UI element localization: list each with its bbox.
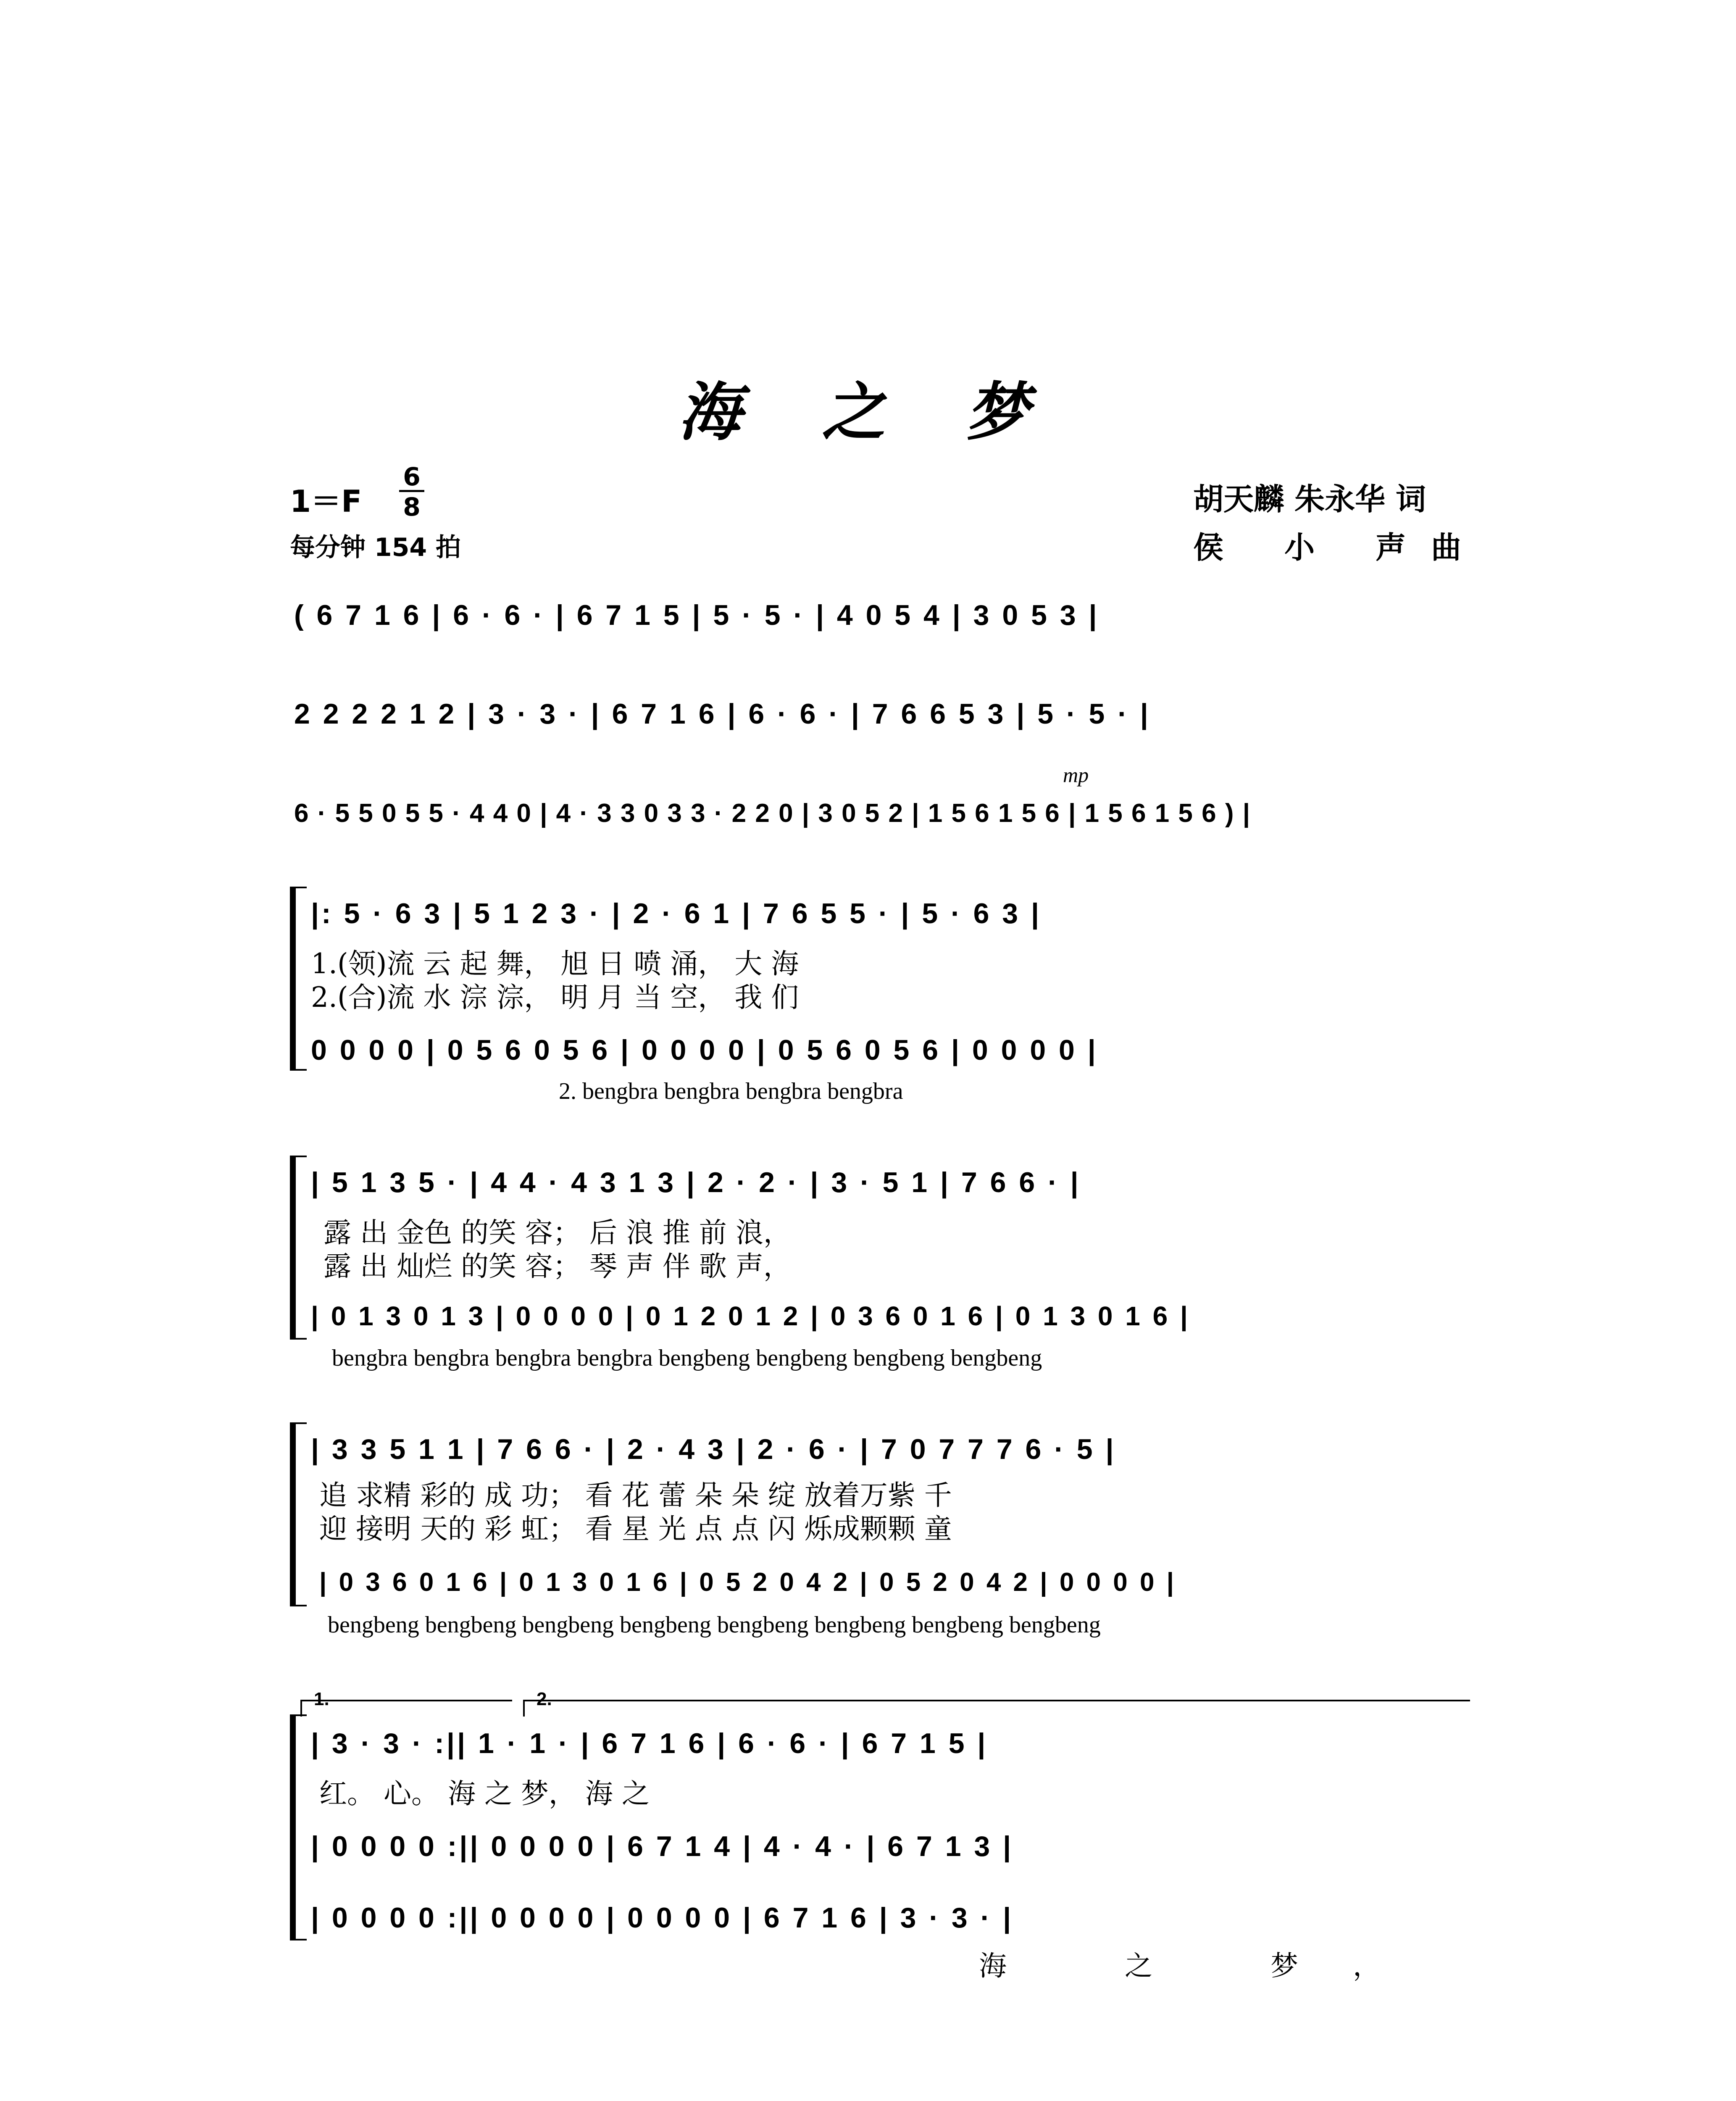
- time-signature-line: [399, 490, 424, 492]
- first-ending-label: 1.: [314, 1689, 329, 1709]
- key-signature: 1＝F: [290, 484, 362, 519]
- harmony-line: | 0 3 6 0 1 6 | 0 1 3 0 1 6 | 0 5 2 0 4 2 | 0 5 2 0 4 2 | 0 0 0 0 |: [319, 1568, 1177, 1597]
- system-bracket: [290, 1714, 307, 1940]
- lyric-verse-2: 迎 接明 天的 彩 虹； 看 星 光 点 点 闪 烁成颗颗 童: [319, 1513, 952, 1545]
- third-part-lyric: 海 之 梦，: [979, 1950, 1435, 1982]
- lyric-verse-1: 追 求精 彩的 成 功； 看 花 蕾 朵 朵 绽 放着万紫 千: [319, 1479, 952, 1511]
- lyric-verse-1: 1.(领)流 云 起 舞， 旭 日 喷 涌， 大 海: [311, 948, 799, 980]
- time-signature-bottom: 8: [403, 492, 421, 522]
- melody-line: | 3 3 5 1 1 | 7 6 6 · | 2 · 4 3 | 2 · 6 · | 7 0 7 7 7 6 · 5 |: [311, 1433, 1116, 1465]
- second-ending-bracket: [523, 1689, 1470, 1717]
- intro-line-1: ( 6 7 1 6 | 6 · 6 · | 6 7 1 5 | 5 · 5 · | 4 0 5 4 | 3 0 5 3 |: [294, 599, 1099, 631]
- vocable-line: bengbra bengbra bengbra bengbra bengbeng bengbeng bengbeng bengbeng: [332, 1345, 1042, 1371]
- vocable-line: 2. bengbra bengbra bengbra bengbra: [559, 1078, 903, 1104]
- intro-line-3: 6 · 5 5 0 5 5 · 4 4 0 | 4 · 3 3 0 3 3 · 2 2 0 | 3 0 5 2 | 1 5 6 1 5 6 | 1 5 6 1 5 6 ) |: [294, 799, 1251, 828]
- system-bracket: [290, 1422, 307, 1606]
- vocable-line: bengbeng bengbeng bengbeng bengbeng bengbeng bengbeng bengbeng bengbeng: [328, 1612, 1101, 1638]
- system-bracket: [290, 1156, 307, 1340]
- harmony-line: 0 0 0 0 | 0 5 6 0 5 6 | 0 0 0 0 | 0 5 6 0 5 6 | 0 0 0 0 |: [311, 1034, 1098, 1066]
- lyricist-credit: 胡天麟 朱永华 词: [1193, 482, 1426, 517]
- lyric-verse-1: 露 出 金色 的笑 容； 后 浪 推 前 浪，: [324, 1216, 791, 1249]
- lyric-verse-2: 2.(合)流 水 淙 淙， 明 月 当 空， 我 们: [311, 981, 799, 1014]
- lyric-verse-1: 红。 心。 海 之 梦， 海 之: [319, 1777, 650, 1810]
- time-signature-top: 6: [403, 462, 421, 492]
- harmony-line: | 0 1 3 0 1 3 | 0 0 0 0 | 0 1 2 0 1 2 | 0 3 6 0 1 6 | 0 1 3 0 1 6 |: [311, 1301, 1190, 1331]
- tempo-marking: 每分钟 154 拍: [290, 533, 461, 562]
- melody-line: | 3 · 3 · :|| 1 · 1 · | 6 7 1 6 | 6 · 6 · | 6 7 1 5 |: [311, 1727, 988, 1759]
- lyric-verse-2: 露 出 灿烂 的笑 容； 琴 声 伴 歌 声，: [324, 1250, 791, 1282]
- harmony-line: | 0 0 0 0 :|| 0 0 0 0 | 6 7 1 4 | 4 · 4 · | 6 7 1 3 |: [311, 1830, 1014, 1862]
- first-ending-bracket: [300, 1689, 512, 1717]
- dynamic-marking: mp: [1063, 763, 1089, 787]
- system-bracket: [290, 887, 307, 1071]
- composer-credit: 侯 小 声曲: [1193, 530, 1487, 565]
- melody-line: | 5 1 3 5 · | 4 4 · 4 3 1 3 | 2 · 2 · | 3 · 5 1 | 7 6 6 · |: [311, 1166, 1081, 1198]
- melody-line: |: 5 · 6 3 | 5 1 2 3 · | 2 · 6 1 | 7 6 5 5 · | 5 · 6 3 |: [311, 898, 1042, 929]
- song-title: 海 之 梦: [678, 375, 1058, 449]
- third-part-line: | 0 0 0 0 :|| 0 0 0 0 | 0 0 0 0 | 6 7 1 6 | 3 · 3 · |: [311, 1902, 1014, 1934]
- second-ending-label: 2.: [537, 1689, 552, 1709]
- intro-line-2: 2 2 2 2 1 2 | 3 · 3 · | 6 7 1 6 | 6 · 6 · | 7 6 6 5 3 | 5 · 5 · |: [294, 698, 1151, 730]
